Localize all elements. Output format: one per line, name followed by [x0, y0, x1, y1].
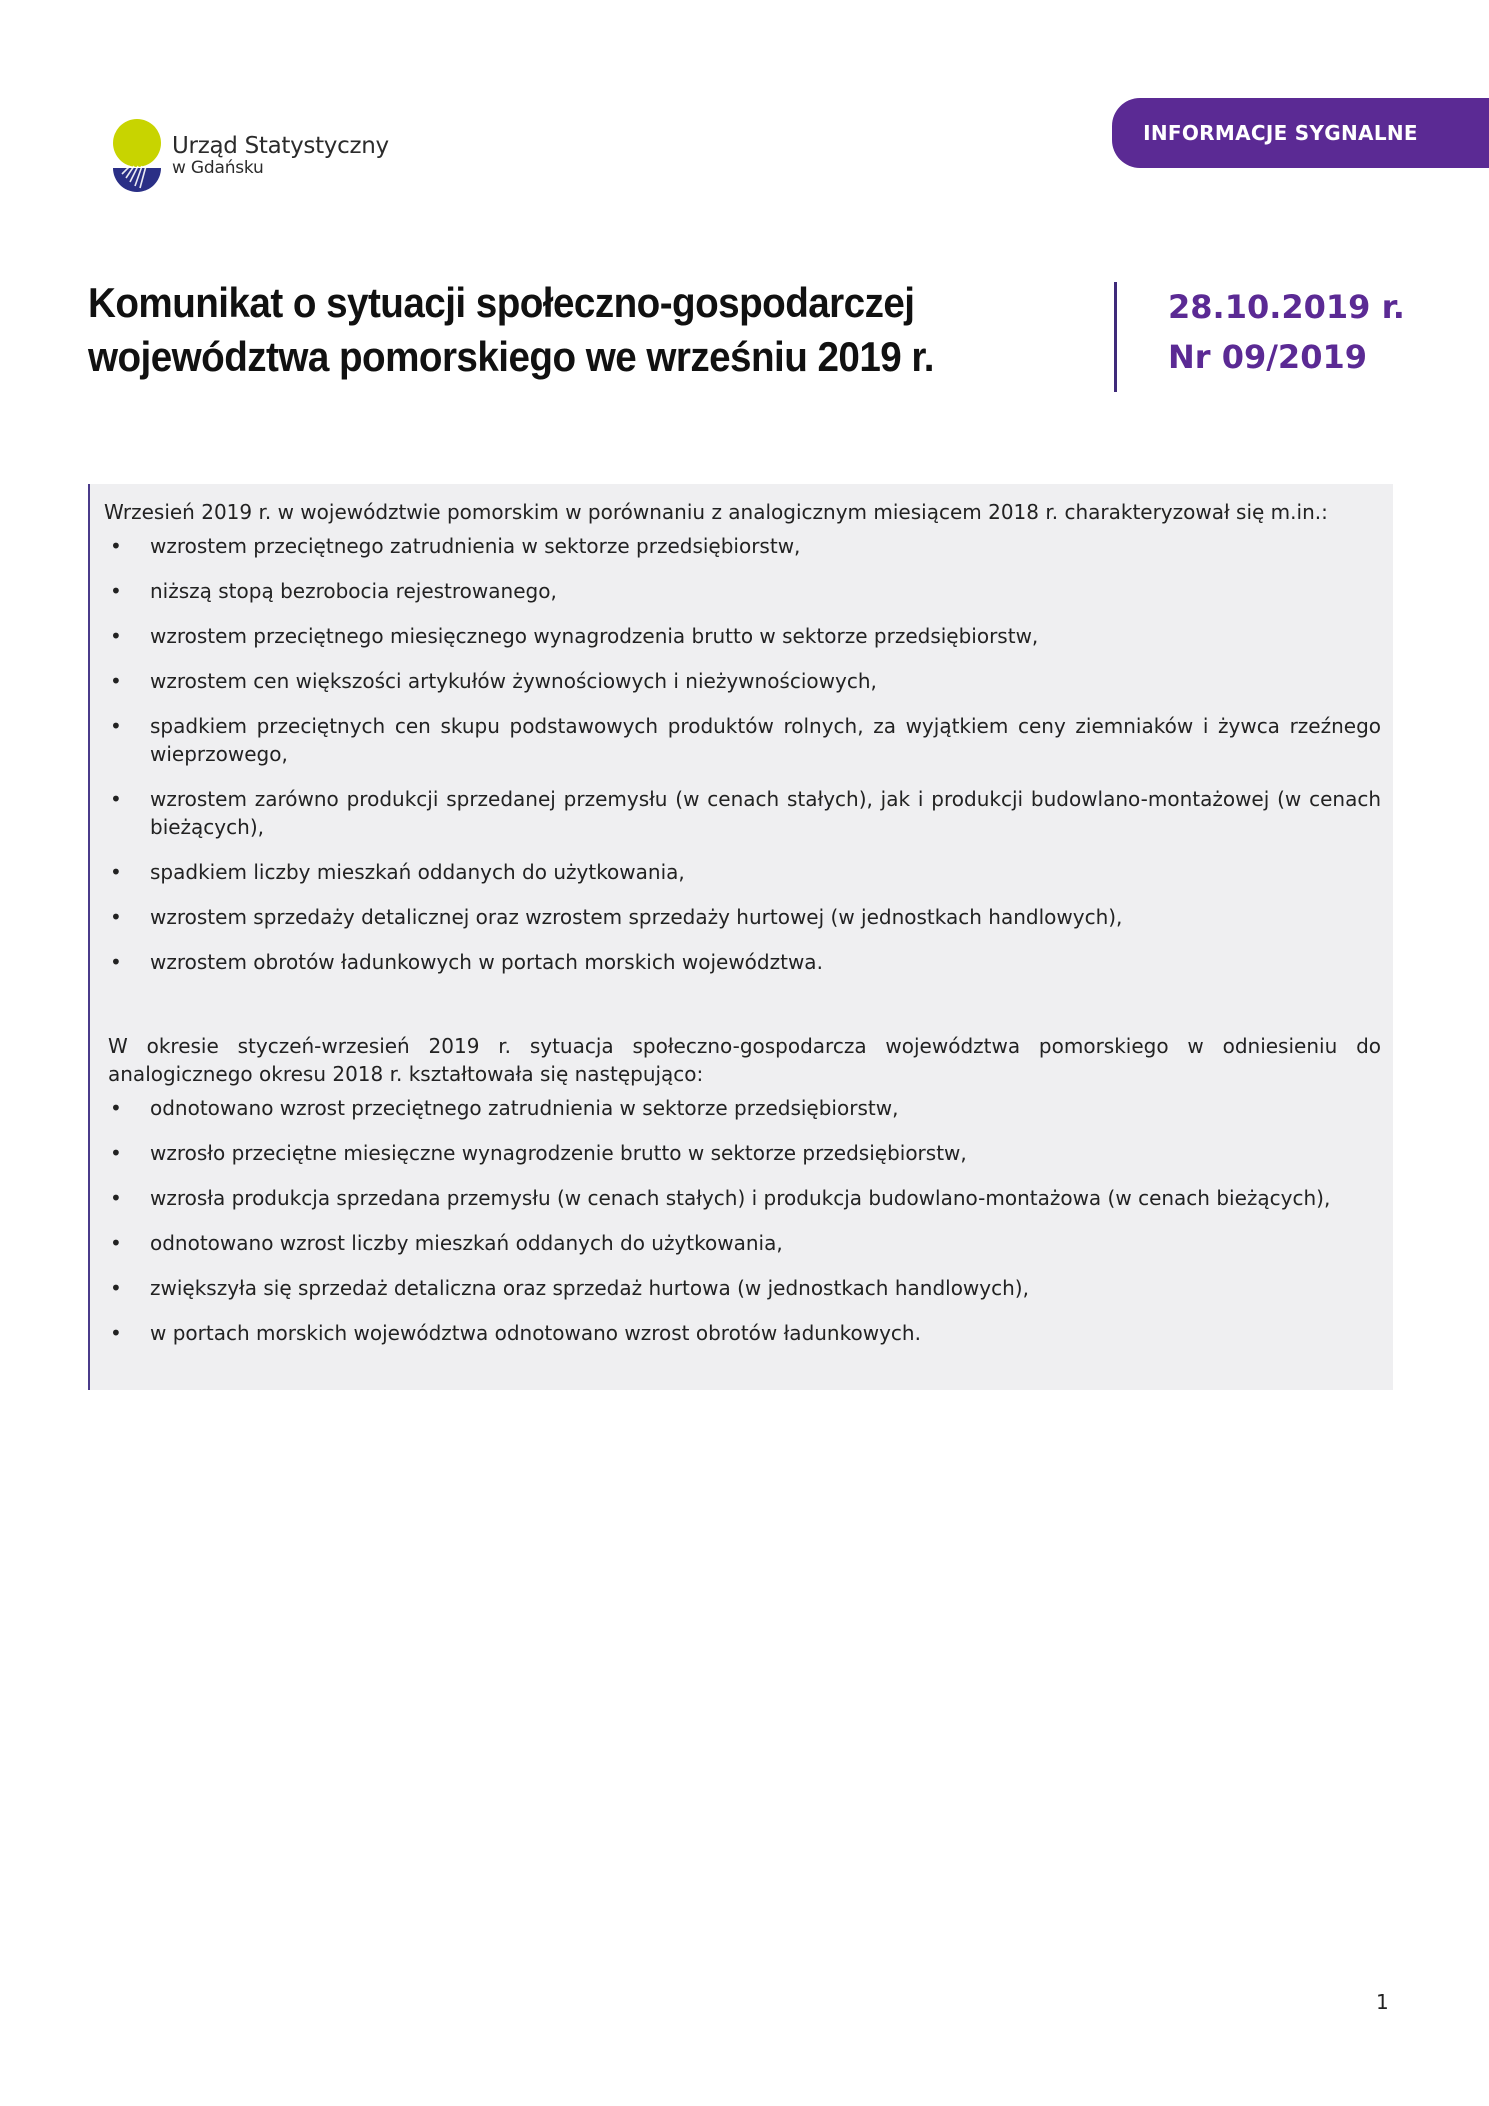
list-item: • wzrostem sprzedaży detalicznej oraz wzrostem sprzedaży hurtowej (w jednostkach handlowych),	[110, 905, 1123, 929]
bullet-icon: •	[110, 1276, 122, 1300]
list-item: • zwiększyła się sprzedaż detaliczna oraz sprzedaż hurtowa (w jednostkach handlowych),	[110, 1276, 1029, 1300]
list-item: • wzrostem zarówno produkcji sprzedanej przemysłu (w cenach stałych), jak i produkcji budowlano-montażowej (w cenach bieżących),	[110, 787, 1381, 839]
bullet-icon: •	[110, 905, 122, 929]
list-item: • wzrosło przeciętne miesięczne wynagrodzenie brutto w sektorze przedsiębiorstw,	[110, 1141, 967, 1165]
list-item: • odnotowano wzrost przeciętnego zatrudnienia w sektorze przedsiębiorstw,	[110, 1096, 899, 1120]
bullet-icon: •	[110, 1231, 122, 1255]
office-logo-emblem-icon	[112, 118, 162, 194]
list-item: • w portach morskich województwa odnotowano wzrost obrotów ładunkowych.	[110, 1321, 921, 1345]
document-title-line-1: Komunikat o sytuacji społeczno-gospodarczej	[88, 279, 915, 326]
list-item: • wzrostem cen większości artykułów żywnościowych i nieżywnościowych,	[110, 669, 877, 693]
issue-date: 28.10.2019 r.	[1168, 288, 1405, 326]
bullet-icon: •	[110, 787, 122, 811]
list-item: • wzrostem przeciętnego miesięcznego wynagrodzenia brutto w sektorze przedsiębiorstw,	[110, 624, 1039, 648]
list-item: • spadkiem liczby mieszkań oddanych do użytkowania,	[110, 860, 685, 884]
list-item: • niższą stopą bezrobocia rejestrowanego,	[110, 579, 557, 603]
bullet-icon: •	[110, 624, 122, 648]
bullet-icon: •	[110, 1141, 122, 1165]
list-item: • wzrostem przeciętnego zatrudnienia w sektorze przedsiębiorstw,	[110, 534, 801, 558]
bullet-icon: •	[110, 1096, 122, 1120]
category-badge: INFORMACJE SYGNALNE	[1112, 98, 1489, 168]
period-highlights-list	[104, 1094, 1381, 1347]
issue-meta	[1168, 282, 1405, 382]
summary-box	[88, 484, 1393, 1390]
bullet-icon: •	[110, 1186, 122, 1210]
office-logo	[112, 118, 389, 194]
document-title-line-2: województwa pomorskiego we wrześniu 2019 r.	[88, 333, 934, 380]
meta-divider	[1114, 282, 1117, 392]
bullet-icon: •	[110, 860, 122, 884]
page-number: 1	[1376, 1990, 1389, 2014]
list-item: • wzrosła produkcja sprzedana przemysłu (w cenach stałych) i produkcja budowlano-montażowa (w cenach bieżących),	[110, 1186, 1331, 1210]
summary-period-intro: W okresie styczeń-wrzesień 2019 r. sytuacja społeczno-gospodarcza województwa pomorskiego w odniesieniu do analogicznego okresu 2018 r. kształtowała się następująco:	[108, 1034, 1381, 1086]
bullet-icon: •	[110, 714, 122, 738]
summary-intro: Wrzesień 2019 r. w województwie pomorskim w porównaniu z analogicznym miesiącem 2018 r. charakteryzował się m.in.:	[104, 500, 1328, 524]
bullet-icon: •	[110, 579, 122, 603]
list-item: • odnotowano wzrost liczby mieszkań oddanych do użytkowania,	[110, 1231, 783, 1255]
issue-number: Nr 09/2019	[1168, 338, 1367, 376]
office-name: Urząd Statystyczny	[172, 133, 389, 159]
bullet-icon: •	[110, 669, 122, 693]
list-item: • wzrostem obrotów ładunkowych w portach morskich województwa.	[110, 950, 823, 974]
office-location: w Gdańsku	[172, 158, 264, 179]
document-title	[88, 276, 1008, 384]
bullet-icon: •	[110, 534, 122, 558]
monthly-highlights-list	[104, 532, 1381, 976]
bullet-icon: •	[110, 950, 122, 974]
bullet-icon: •	[110, 1321, 122, 1345]
list-item: • spadkiem przeciętnych cen skupu podstawowych produktów rolnych, za wyjątkiem ceny ziemniaków i żywca rzeźnego wieprzowego,	[110, 714, 1381, 766]
